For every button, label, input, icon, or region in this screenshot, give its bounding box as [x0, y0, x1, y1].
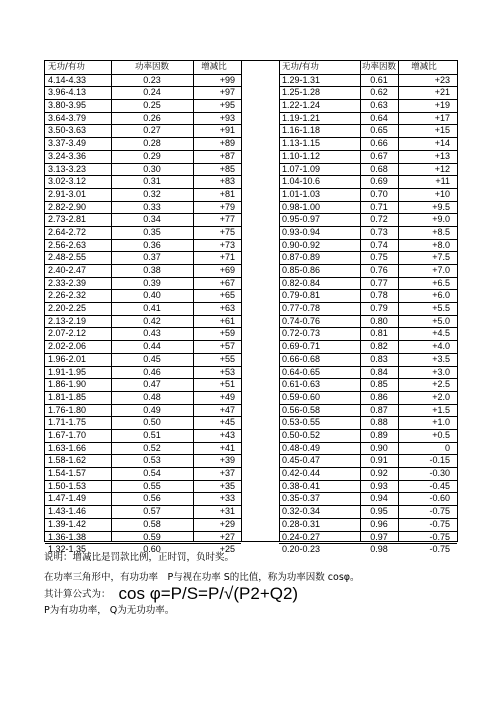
- table-cell: 0.77-0.78: [282, 303, 321, 314]
- table-cell: 0.45-0.47: [282, 455, 321, 466]
- table-cell: 1.22-1.24: [282, 100, 321, 111]
- table-row: [45, 150, 457, 163]
- table-cell: 0.38: [143, 265, 161, 276]
- table-cell: +6.5: [432, 277, 450, 288]
- table-cell: 2.91-3.01: [48, 188, 87, 199]
- table-row: [45, 302, 457, 315]
- header-cell: 增减比: [411, 62, 437, 72]
- table-cell: 3.13-3.23: [48, 163, 87, 174]
- table-cell: 0.42: [143, 315, 161, 326]
- table-cell: 0.69-0.71: [282, 341, 321, 352]
- table-cell: 0.64-0.65: [282, 366, 321, 377]
- table-cell: 1.54-1.57: [48, 468, 87, 479]
- table-cell: -0.60: [429, 493, 450, 504]
- power-factor-table: [44, 60, 458, 555]
- table-cell: 2.64-2.72: [48, 226, 87, 237]
- table-cell: 0.32-0.34: [282, 506, 321, 517]
- table-cell: 0.27: [143, 125, 161, 136]
- table-row: [45, 366, 457, 379]
- table-cell: +1.5: [432, 404, 450, 415]
- table-cell: 0.88: [370, 417, 388, 428]
- table-cell: 0.91: [370, 455, 388, 466]
- table-cell: +99: [219, 74, 235, 85]
- table-cell: 0.37: [143, 252, 161, 263]
- table-cell: 0.53-0.55: [282, 417, 321, 428]
- table-cell: +9.5: [432, 201, 450, 212]
- table-cell: 1.39-1.42: [48, 518, 87, 529]
- table-cell: 1.19-1.21: [282, 112, 321, 123]
- table-cell: +93: [219, 112, 235, 123]
- table-cell: 0.90-0.92: [282, 239, 321, 250]
- table-cell: -0.75: [429, 506, 450, 517]
- table-row: [45, 188, 457, 201]
- table-cell: +6.0: [432, 290, 450, 301]
- table-cell: 0.33: [143, 201, 161, 212]
- table-cell: +31: [219, 506, 235, 517]
- header-cell: 无功/有功: [282, 62, 319, 72]
- table-row: [45, 99, 457, 112]
- table-cell: +10: [434, 188, 450, 199]
- table-cell: 0.85: [370, 379, 388, 390]
- table-row: [45, 112, 457, 125]
- table-cell: 4.14-4.33: [48, 74, 87, 85]
- table-cell: 0.67: [370, 150, 388, 161]
- table-cell: 0.69: [370, 176, 388, 187]
- table-cell: +61: [219, 315, 235, 326]
- table-cell: 1.10-1.12: [282, 150, 321, 161]
- table-cell: -0.75: [429, 544, 450, 555]
- table-cell: +77: [219, 214, 235, 225]
- table-cell: +37: [219, 468, 235, 479]
- table-cell: 0.85-0.86: [282, 265, 321, 276]
- table-cell: 1.04-10.6: [282, 176, 321, 187]
- table-cell: 1.25-1.28: [282, 87, 321, 98]
- table-cell: 0.98: [370, 544, 388, 555]
- table-cell: -0.75: [429, 518, 450, 529]
- table-row: [45, 429, 457, 442]
- table-cell: 0.86: [370, 391, 388, 402]
- table-cell: 1.81-1.85: [48, 391, 87, 402]
- table-cell: 0.66: [370, 138, 388, 149]
- table-cell: -0.30: [429, 468, 450, 479]
- table-cell: +17: [434, 112, 450, 123]
- table-cell: 0.89: [370, 430, 388, 440]
- table-row: [45, 327, 457, 340]
- table-row: [45, 378, 457, 391]
- table-cell: 0.95: [370, 506, 388, 517]
- table-cell: +43: [219, 430, 235, 440]
- table-cell: 1.71-1.75: [48, 417, 87, 428]
- table-cell: +12: [434, 163, 450, 174]
- table-cell: 0.93: [370, 480, 388, 491]
- note-formula-line: [44, 584, 484, 603]
- table-cell: +87: [219, 150, 235, 161]
- table-cell: 1.86-1.90: [48, 379, 87, 390]
- table-cell: 0.59-0.60: [282, 391, 321, 402]
- table-cell: 0.73: [370, 226, 388, 237]
- table-cell: -0.45: [429, 480, 450, 491]
- table-cell: 2.02-2.06: [48, 341, 87, 352]
- table-cell: 0.52: [143, 442, 161, 453]
- table-cell: 2.33-2.39: [48, 277, 87, 288]
- table-cell: +8.5: [432, 226, 450, 237]
- table-row: [45, 277, 457, 290]
- table-cell: +29: [219, 518, 235, 529]
- table-cell: 0.59: [143, 531, 161, 542]
- table-cell: 0.31: [143, 176, 161, 187]
- table-cell: 1.07-1.09: [282, 163, 321, 174]
- table-row: [45, 391, 457, 404]
- table-cell: 0.36: [143, 239, 161, 250]
- table-cell: 0.60: [143, 544, 161, 555]
- header-cell: 无功/有功: [48, 62, 85, 72]
- table-cell: 0.49: [143, 404, 161, 415]
- table-cell: +75: [219, 226, 235, 237]
- table-cell: +2.0: [432, 391, 450, 402]
- table-cell: 0.26: [143, 112, 161, 123]
- table-cell: 0.50-0.52: [282, 430, 321, 440]
- table-cell: +69: [219, 265, 235, 276]
- table-cell: 1.67-1.70: [48, 430, 87, 440]
- table-cell: +3.0: [432, 366, 450, 377]
- table-cell: +5.5: [432, 303, 450, 314]
- table-cell: -0.75: [429, 531, 450, 542]
- table-cell: 0.82-0.84: [282, 277, 321, 288]
- table-cell: +81: [219, 188, 235, 199]
- table-cell: +95: [219, 100, 235, 111]
- table-cell: +19: [434, 100, 450, 111]
- table-cell: 0.51: [143, 430, 161, 440]
- table-cell: 2.20-2.25: [48, 303, 87, 314]
- table-cell: 2.56-2.63: [48, 239, 87, 250]
- table-cell: 0.58: [143, 518, 161, 529]
- table-row: [45, 353, 457, 366]
- table-cell: +4.5: [432, 328, 450, 339]
- table-cell: 0.80: [370, 315, 388, 326]
- table-cell: 0.68: [370, 163, 388, 174]
- table-cell: 0.20-0.23: [282, 544, 321, 555]
- table-cell: 1.43-1.46: [48, 506, 87, 517]
- table-cell: 3.64-3.79: [48, 112, 87, 123]
- table-cell: 0.64: [370, 112, 388, 123]
- table-cell: 0.77: [370, 277, 388, 288]
- table-row: [45, 518, 457, 531]
- table-cell: 1.32-1.35: [48, 544, 87, 555]
- table-cell: +71: [219, 252, 235, 263]
- table-cell: 0.57: [143, 506, 161, 517]
- table-cell: +59: [219, 328, 235, 339]
- table-row: [45, 315, 457, 328]
- table-cell: 0.28: [143, 138, 161, 149]
- table-cell: 0.87: [370, 404, 388, 415]
- table-cell: +97: [219, 87, 235, 98]
- table-cell: +49: [219, 391, 235, 402]
- table-row: [45, 86, 457, 99]
- table-cell: 0.56-0.58: [282, 404, 321, 415]
- table-cell: 3.37-3.49: [48, 138, 87, 149]
- table-cell: 0.34: [143, 214, 161, 225]
- table-cell: 0: [444, 442, 450, 453]
- table-cell: +15: [434, 125, 450, 136]
- table-cell: 0.56: [143, 493, 161, 504]
- table-row: [45, 264, 457, 277]
- table-cell: 1.50-1.53: [48, 480, 87, 491]
- table-cell: 0.45: [143, 353, 161, 364]
- table-cell: 0.78: [370, 290, 388, 301]
- table-cell: 1.96-2.01: [48, 353, 87, 364]
- table-row: [45, 416, 457, 429]
- table-cell: 1.36-1.38: [48, 531, 87, 542]
- table-cell: 0.94: [370, 493, 388, 504]
- table-cell: 0.65: [370, 125, 388, 136]
- table-cell: 0.97: [370, 531, 388, 542]
- table-row: [45, 480, 457, 493]
- table-cell: +14: [434, 138, 450, 149]
- table-cell: +0.5: [432, 430, 450, 440]
- table-row: [45, 492, 457, 505]
- table-cell: 3.02-3.12: [48, 176, 87, 187]
- table-cell: +27: [219, 531, 235, 542]
- table-cell: +51: [219, 379, 235, 390]
- table-cell: +7.5: [432, 252, 450, 263]
- table-cell: 0.71: [370, 201, 388, 212]
- table-cell: 0.23: [143, 74, 161, 85]
- table-cell: +2.5: [432, 379, 450, 390]
- table-cell: 0.39: [143, 277, 161, 288]
- table-cell: 0.44: [143, 341, 161, 352]
- table-cell: +41: [219, 442, 235, 453]
- table-cell: 0.90: [370, 442, 388, 453]
- table-cell: +4.0: [432, 341, 450, 352]
- table-cell: +21: [434, 87, 450, 98]
- table-cell: 1.76-1.80: [48, 404, 87, 415]
- table-cell: 0.43: [143, 328, 161, 339]
- table-cell: +8.0: [432, 239, 450, 250]
- table-cell: 0.24-0.27: [282, 531, 321, 542]
- table-cell: 0.63: [370, 100, 388, 111]
- notes-section: [44, 552, 484, 617]
- table-cell: 0.54: [143, 468, 161, 479]
- table-cell: 0.48: [143, 391, 161, 402]
- table-cell: 0.75: [370, 252, 388, 263]
- table-cell: 1.63-1.66: [48, 442, 87, 453]
- note-power-triangle: 在功率三角形中，有功功率 P与视在功率 S的比值，称为功率因数 cosφ。: [44, 572, 360, 583]
- table-cell: 2.26-2.32: [48, 290, 87, 301]
- table-cell: 1.91-1.95: [48, 366, 87, 377]
- table-cell: 2.13-2.19: [48, 315, 87, 326]
- table-row: [45, 442, 457, 455]
- table-cell: +13: [434, 150, 450, 161]
- table-cell: +65: [219, 290, 235, 301]
- table-cell: +91: [219, 125, 235, 136]
- table-cell: 2.07-2.12: [48, 328, 87, 339]
- table-row: [45, 454, 457, 467]
- table-cell: 0.50: [143, 417, 161, 428]
- formula-text: cos φ=P/S=P/√(P2+Q2): [118, 584, 299, 603]
- table-cell: 0.61-0.63: [282, 379, 321, 390]
- table-cell: 2.40-2.47: [48, 265, 87, 276]
- table-cell: 0.24: [143, 87, 161, 98]
- table-row: [45, 213, 457, 226]
- table-cell: +63: [219, 303, 235, 314]
- table-cell: +57: [219, 341, 235, 352]
- table-cell: -0.15: [429, 455, 450, 466]
- table-header-row: [45, 61, 457, 74]
- table-cell: 1.29-1.31: [282, 74, 321, 85]
- table-cell: +85: [219, 163, 235, 174]
- table-cell: 0.72: [370, 214, 388, 225]
- table-cell: 0.55: [143, 480, 161, 491]
- table-cell: 3.50-3.63: [48, 125, 87, 136]
- table-cell: +73: [219, 239, 235, 250]
- table-cell: 0.95-0.97: [282, 214, 321, 225]
- table-row: [45, 163, 457, 176]
- table-cell: 2.48-2.55: [48, 252, 87, 263]
- table-cell: 1.13-1.15: [282, 138, 321, 149]
- table-cell: 0.32: [143, 188, 161, 199]
- table-cell: +1.0: [432, 417, 450, 428]
- table-cell: +3.5: [432, 353, 450, 364]
- table-cell: 0.29: [143, 150, 161, 161]
- header-cell: 功率因数: [361, 62, 396, 72]
- note-pq-definition: P为有功功率， Q为无功功率。: [44, 605, 175, 616]
- table-cell: 0.41: [143, 303, 161, 314]
- table-cell: +45: [219, 417, 235, 428]
- table-cell: +23: [434, 74, 450, 85]
- table-cell: +5.0: [432, 315, 450, 326]
- table-cell: +39: [219, 455, 235, 466]
- table-cell: 1.58-1.62: [48, 455, 87, 466]
- formula-prefix: 其计算公式为：: [44, 589, 111, 600]
- table-cell: 0.42-0.44: [282, 468, 321, 479]
- table-cell: 0.74: [370, 239, 388, 250]
- table-row: [45, 404, 457, 417]
- table-row: [45, 74, 457, 87]
- table-cell: 2.73-2.81: [48, 214, 87, 225]
- table-cell: +33: [219, 493, 235, 504]
- table-cell: 0.25: [143, 100, 161, 111]
- table-cell: +67: [219, 277, 235, 288]
- header-cell: 功率因数: [134, 62, 169, 72]
- table-row: [45, 467, 457, 480]
- table-cell: 0.47: [143, 379, 161, 390]
- table-cell: +89: [219, 138, 235, 149]
- table-cell: 0.40: [143, 290, 161, 301]
- table-cell: +55: [219, 353, 235, 364]
- table-cell: +79: [219, 201, 235, 212]
- table-cell: 1.16-1.18: [282, 125, 321, 136]
- table-cell: 0.82: [370, 341, 388, 352]
- table-cell: +25: [219, 544, 235, 555]
- table-row: [45, 289, 457, 302]
- table-cell: +53: [219, 366, 235, 377]
- table-row: [45, 239, 457, 252]
- table-cell: 0.74-0.76: [282, 315, 321, 326]
- table-cell: 1.47-1.49: [48, 493, 87, 504]
- table-cell: +11: [435, 176, 450, 187]
- table-cell: +47: [219, 404, 235, 415]
- table-cell: 0.66-0.68: [282, 353, 321, 364]
- table-row: [45, 226, 457, 239]
- table-cell: 0.38-0.41: [282, 480, 321, 491]
- table-cell: 0.46: [143, 366, 161, 377]
- table-cell: 0.35-0.37: [282, 493, 321, 504]
- table-cell: 0.87-0.89: [282, 252, 321, 263]
- table-cell: 0.98-1.00: [282, 201, 321, 212]
- table-cell: 1.01-1.03: [282, 188, 321, 199]
- note-penalty-explanation: 说明：增减比是罚款比例，正时罚，负时奖。: [44, 552, 235, 563]
- table-cell: 0.92: [370, 468, 388, 479]
- table-cell: 0.53: [143, 455, 161, 466]
- table-row: [45, 175, 457, 188]
- table-row: [45, 505, 457, 518]
- table-cell: 0.79-0.81: [282, 290, 321, 301]
- table-cell: 3.80-3.95: [48, 100, 87, 111]
- table-cell: 3.96-4.13: [48, 87, 87, 98]
- header-cell: 增减比: [201, 62, 227, 72]
- table-cell: +35: [219, 480, 235, 491]
- table-cell: 0.83: [370, 353, 388, 364]
- table-cell: 0.72-0.73: [282, 328, 321, 339]
- table-cell: 0.93-0.94: [282, 226, 321, 237]
- table-cell: 0.76: [370, 265, 388, 276]
- table-row: [45, 201, 457, 214]
- table-cell: 0.79: [370, 303, 388, 314]
- table-cell: 0.30: [143, 163, 161, 174]
- table-cell: 0.84: [370, 366, 388, 377]
- table-cell: 0.61: [370, 74, 388, 85]
- table-cell: +83: [219, 176, 235, 187]
- table-cell: 0.62: [370, 87, 388, 98]
- table-cell: 0.96: [370, 518, 388, 529]
- table-row: [45, 124, 457, 137]
- table-cell: +7.0: [432, 265, 450, 276]
- table-cell: +9.0: [432, 214, 450, 225]
- table-cell: 3.24-3.36: [48, 150, 87, 161]
- table-row: [45, 531, 457, 544]
- table-row: [45, 251, 457, 264]
- table-cell: 2.82-2.90: [48, 201, 87, 212]
- table-cell: 0.28-0.31: [282, 518, 321, 529]
- table-row: [45, 137, 457, 150]
- table-row: [45, 340, 457, 353]
- table-cell: 0.70: [370, 188, 388, 199]
- table-cell: 0.81: [370, 328, 388, 339]
- table-cell: 0.48-0.49: [282, 442, 321, 453]
- table-cell: 0.35: [143, 226, 161, 237]
